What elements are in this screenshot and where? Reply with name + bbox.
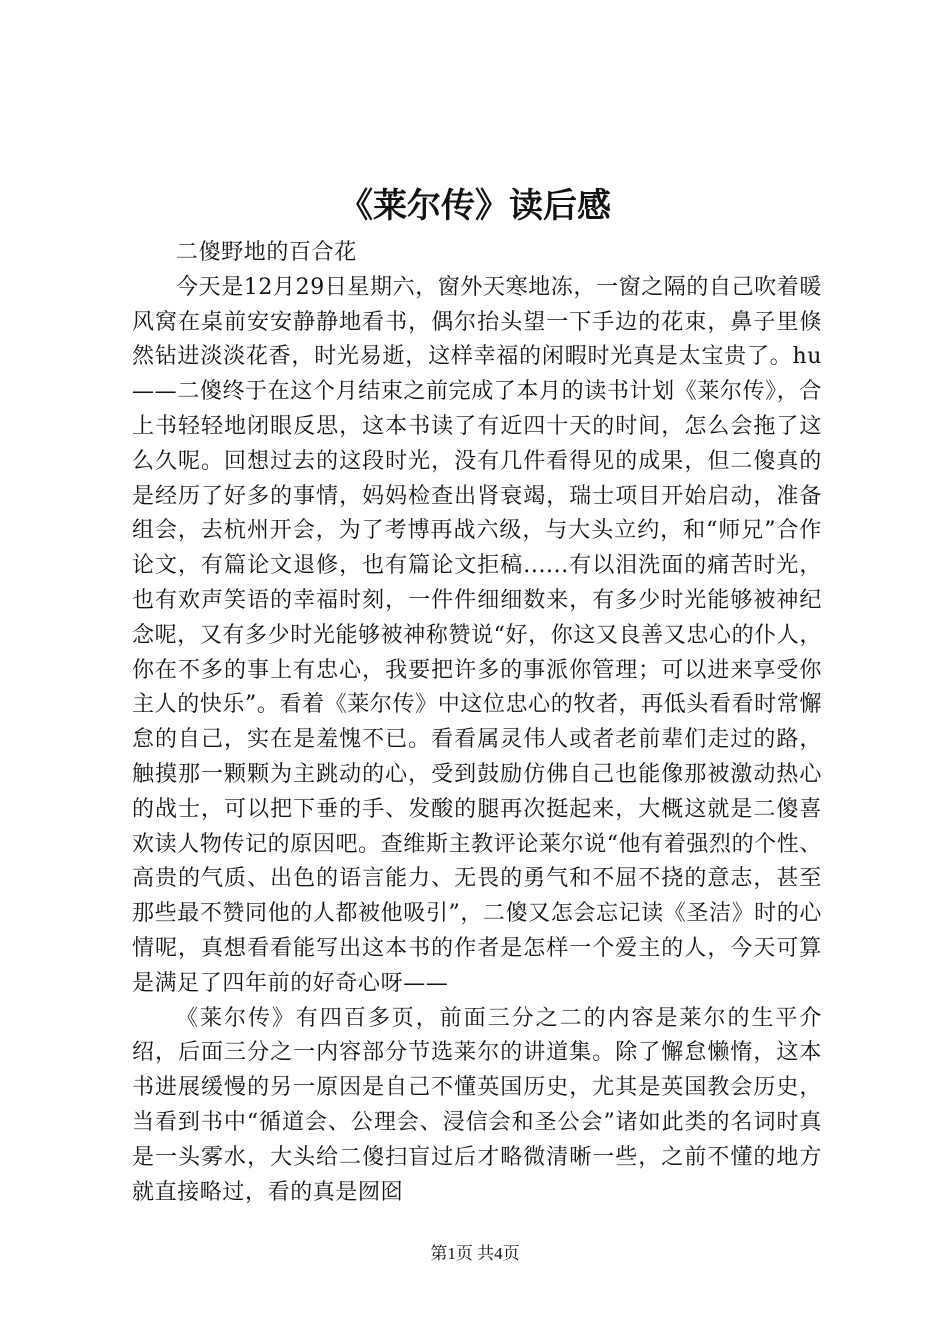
body-paragraph-1: 今天是12月29日星期六，窗外天寒地冻，一窗之隔的自己吹着暖风窝在桌前安安静静地看书，偶尔抬头望一下手边的花束，鼻子里倏然钻进淡淡花香，时光易逝，这样幸福的闲暇时光真是太宝贵了。hu——二傻终于在这个月结束之前完成了本月的读书计划《莱尔传》，合上书轻轻地闭眼反思，这本书读了有近四十天的时间，怎么会拖了这么久呢。回想过去的这段时光，没有几件看得见的成果，但二傻真的是经历了好多的事情，妈妈检查出肾衰竭，瑞士项目开始启动，准备组会，去杭州开会，为了考博再战六级，与大头立约，和“师兄”合作论文，有篇论文退修，也有篇论文拒稿......有以泪洗面的痛苦时光，也有欢声笑语的幸福时刻，一件件细细数来，有多少时光能够被神纪念呢，又有多少时光能够被神称赞说“好，你这又良善又忠心的仆人，你在不多的事上有忠心，我要把许多的事派你管理；可以进来享受你主人的快乐”。看着《莱尔传》中这位忠心的牧者，再低头看看时常懈怠的自己，实在是羞愧不已。看看属灵伟人或者老前辈们走过的路，触摸那一颗颗为主跳动的心，受到鼓励仿佛自己也能像那被激动热心的战士，可以把下垂的手、发酸的腿再次挺起来，大概这就是二傻喜欢读人物传记的原因吧。查维斯主教评论莱尔说“他有着强烈的个性、高贵的气质、出色的语言能力、无畏的勇气和不屈不挠的意志，甚至那些最不赞同他的人都被他吸引”，二傻又怎会忘记读《圣洁》时的心情呢，真想看看能写出这本书的作者是怎样一个爱主的人，今天可算是满足了四年前的好奇心呀—— [132, 274, 822, 996]
author-line: 二傻野地的百合花 [176, 240, 357, 265]
document-title: 《莱尔传》读后感 [339, 186, 611, 226]
document-body [132, 236, 822, 1210]
page-number-footer: 第1页 共4页 [430, 1244, 520, 1263]
body-paragraph-2: 《莱尔传》有四百多页，前面三分之二的内容是莱尔的生平介绍，后面三分之一内容部分节选莱尔的讲道集。除了懈怠懒惰，这本书进展缓慢的另一原因是自己不懂英国历史，尤其是英国教会历史，当看到书中“循道会、公理会、浸信会和圣公会”诸如此类的名词时真是一头雾水，大头给二傻扫盲过后才略微清晰一些，之前不懂的地方就直接略过，看的真是囫囵 [132, 1005, 822, 1205]
